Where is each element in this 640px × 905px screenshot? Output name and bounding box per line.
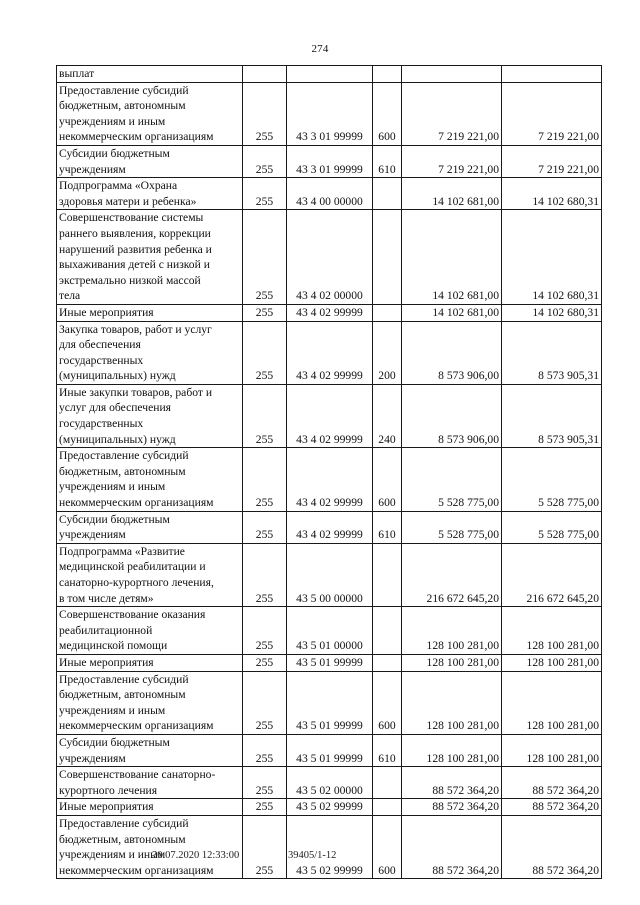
row-name-line: раннего выявления, коррекции [59,226,211,240]
target-article-cell: 43 3 01 99999 [287,145,373,177]
section-code-cell: 255 [243,767,287,799]
row-name-cell [57,448,243,511]
section-code-cell: 255 [243,210,287,305]
table-row [57,145,602,177]
planned-amount-cell: 7 219 221,00 [402,145,502,177]
row-name-cell [57,815,243,878]
row-name-line: учреждениям и иным [59,848,166,862]
table-row [57,767,602,799]
expense-type-cell [373,210,402,305]
target-article-cell: 43 5 02 99999 [287,799,373,816]
row-name-line: услуг для обеспечения [59,401,171,415]
row-name-line: Предоставление субсидий [59,672,189,686]
section-code-cell: 255 [243,815,287,878]
executed-amount-cell: 8 573 905,31 [502,384,602,447]
executed-amount-cell: 8 573 905,31 [502,321,602,384]
row-name-line: учреждениям и иным [59,703,166,717]
executed-amount-cell: 14 102 680,31 [502,210,602,305]
row-name-line: некоммерческим организациям [59,719,214,733]
planned-amount-cell: 7 219 221,00 [402,82,502,145]
planned-amount-cell: 128 100 281,00 [402,654,502,671]
target-article-cell: 43 4 02 99999 [287,321,373,384]
row-name-cell [57,210,243,305]
row-name-line: экстремально низкой массой [59,273,201,287]
row-name-cell [57,145,243,177]
planned-amount-cell: 216 672 645,20 [402,543,502,606]
budget-table [56,65,602,879]
row-name-line: учреждениям и иным [59,480,166,494]
section-code-cell [243,66,287,83]
executed-amount-cell: 5 528 775,00 [502,511,602,543]
table-row [57,82,602,145]
executed-amount-cell [502,66,602,83]
planned-amount-cell: 88 572 364,20 [402,815,502,878]
row-name-cell [57,304,243,321]
target-article-cell: 43 5 02 99999 [287,815,373,878]
target-article-cell: 43 5 00 00000 [287,543,373,606]
planned-amount-cell: 128 100 281,00 [402,607,502,655]
row-name-line: выплат [59,67,95,80]
row-name-line: для обеспечения [59,338,141,352]
executed-amount-cell: 14 102 680,31 [502,304,602,321]
planned-amount-cell: 128 100 281,00 [402,671,502,734]
row-name-line: в том числе детям» [59,591,154,605]
row-name-line: курортного лечения [59,783,158,797]
row-name-cell [57,384,243,447]
row-name-line: медицинской помощи [59,639,168,653]
planned-amount-cell: 88 572 364,20 [402,767,502,799]
target-article-cell: 43 5 01 99999 [287,671,373,734]
expense-type-cell [373,607,402,655]
row-name-line: Предоставление субсидий [59,449,189,463]
footer-document-id: 39405/1-12 [288,850,337,861]
row-name-line: учреждениям [59,528,126,542]
row-name-cell [57,511,243,543]
planned-amount-cell: 88 572 364,20 [402,799,502,816]
target-article-cell: 43 5 01 99999 [287,734,373,766]
expense-type-cell: 240 [373,384,402,447]
section-code-cell: 255 [243,178,287,210]
table-row [57,66,602,83]
planned-amount-cell: 14 102 681,00 [402,178,502,210]
row-name-line: Совершенствование системы [59,211,204,225]
row-name-line: Совершенствование санаторно- [59,768,216,782]
expense-type-cell [373,304,402,321]
row-name-line: Иные мероприятия [59,305,154,319]
table-row [57,654,602,671]
expense-type-cell: 610 [373,511,402,543]
expense-type-cell [373,799,402,816]
target-article-cell: 43 5 02 00000 [287,767,373,799]
row-name-cell [57,543,243,606]
row-name-line: реабилитационной [59,623,153,637]
row-name-cell [57,66,243,83]
row-name-line: некоммерческим организациям [59,496,214,510]
planned-amount-cell: 128 100 281,00 [402,734,502,766]
row-name-line: бюджетным, автономным [59,832,186,846]
target-article-cell: 43 5 01 00000 [287,607,373,655]
executed-amount-cell: 216 672 645,20 [502,543,602,606]
row-name-line: Иные мероприятия [59,800,154,814]
row-name-line: Иные мероприятия [59,655,154,669]
expense-type-cell: 600 [373,82,402,145]
row-name-line: тела [59,289,81,303]
row-name-line: бюджетным, автономным [59,688,186,702]
row-name-line: Совершенствование оказания [59,608,206,622]
executed-amount-cell: 7 219 221,00 [502,145,602,177]
row-name-line: медицинской реабилитации и [59,560,206,574]
section-code-cell: 255 [243,671,287,734]
section-code-cell: 255 [243,448,287,511]
row-name-cell [57,734,243,766]
executed-amount-cell: 14 102 680,31 [502,178,602,210]
planned-amount-cell: 14 102 681,00 [402,210,502,305]
table-row [57,734,602,766]
row-name-line: Закупка товаров, работ и услуг [59,322,212,336]
expense-type-cell: 600 [373,671,402,734]
executed-amount-cell: 128 100 281,00 [502,654,602,671]
table-row [57,210,602,305]
section-code-cell: 255 [243,145,287,177]
row-name-cell [57,607,243,655]
expense-type-cell [373,178,402,210]
row-name-line: здоровья матери и ребенка» [59,194,197,208]
row-name-line: Субсидии бюджетным [59,146,170,160]
expense-type-cell [373,66,402,83]
target-article-cell: 43 4 02 99999 [287,448,373,511]
target-article-cell: 43 4 02 00000 [287,210,373,305]
target-article-cell: 43 4 02 99999 [287,511,373,543]
row-name-line: государственных [59,353,144,367]
row-name-line: бюджетным, автономным [59,464,186,478]
row-name-line: нарушений развития ребенка и [59,242,212,256]
executed-amount-cell: 88 572 364,20 [502,767,602,799]
planned-amount-cell: 5 528 775,00 [402,511,502,543]
row-name-line: некоммерческим организациям [59,130,214,144]
row-name-line: Субсидии бюджетным [59,735,170,749]
target-article-cell: 43 4 02 99999 [287,384,373,447]
row-name-cell [57,799,243,816]
section-code-cell: 255 [243,511,287,543]
footer-timestamp: 30.07.2020 12:33:00 [152,850,240,861]
executed-amount-cell: 128 100 281,00 [502,671,602,734]
section-code-cell: 255 [243,607,287,655]
target-article-cell: 43 3 01 99999 [287,82,373,145]
target-article-cell: 43 4 02 99999 [287,304,373,321]
budget-table-body [57,66,602,879]
page-number: 274 [311,43,329,55]
planned-amount-cell [402,66,502,83]
table-row [57,815,602,878]
row-name-cell [57,178,243,210]
target-article-cell: 43 4 00 00000 [287,178,373,210]
expense-type-cell: 600 [373,448,402,511]
expense-type-cell: 610 [373,145,402,177]
executed-amount-cell: 88 572 364,20 [502,799,602,816]
expense-type-cell [373,543,402,606]
row-name-line: учреждениям и иным [59,114,166,128]
expense-type-cell: 200 [373,321,402,384]
row-name-line: Подпрограмма «Развитие [59,544,185,558]
row-name-line: учреждениям [59,162,126,176]
table-row [57,178,602,210]
target-article-cell [287,66,373,83]
expense-type-cell: 610 [373,734,402,766]
planned-amount-cell: 14 102 681,00 [402,304,502,321]
table-row [57,304,602,321]
executed-amount-cell: 7 219 221,00 [502,82,602,145]
expense-type-cell: 600 [373,815,402,878]
table-row [57,799,602,816]
row-name-line: санаторно-курортного лечения, [59,576,214,589]
executed-amount-cell: 5 528 775,00 [502,448,602,511]
row-name-line: бюджетным, автономным [59,99,186,113]
row-name-cell [57,767,243,799]
row-name-line: учреждениям [59,751,126,765]
row-name-line: Подпрограмма «Охрана [59,179,178,193]
row-name-cell [57,671,243,734]
table-row [57,384,602,447]
section-code-cell: 255 [243,654,287,671]
row-name-line: государственных [59,417,144,431]
target-article-cell: 43 5 01 99999 [287,654,373,671]
row-name-line: (муниципальных) нужд [59,432,176,446]
table-row [57,511,602,543]
executed-amount-cell: 88 572 364,20 [502,815,602,878]
planned-amount-cell: 8 573 906,00 [402,321,502,384]
table-row [57,607,602,655]
row-name-cell [57,654,243,671]
row-name-cell [57,82,243,145]
expense-type-cell [373,654,402,671]
row-name-line: Предоставление субсидий [59,816,189,830]
section-code-cell: 255 [243,304,287,321]
section-code-cell: 255 [243,82,287,145]
table-row [57,448,602,511]
planned-amount-cell: 8 573 906,00 [402,384,502,447]
row-name-line: выхаживания детей с низкой и [59,258,210,272]
executed-amount-cell: 128 100 281,00 [502,734,602,766]
row-name-line: (муниципальных) нужд [59,369,176,383]
section-code-cell: 255 [243,321,287,384]
row-name-line: Субсидии бюджетным [59,512,170,526]
table-row [57,321,602,384]
section-code-cell: 255 [243,799,287,816]
row-name-line: Иные закупки товаров, работ и [59,385,213,399]
table-row [57,671,602,734]
table-row [57,543,602,606]
row-name-cell [57,321,243,384]
section-code-cell: 255 [243,384,287,447]
row-name-line: Предоставление субсидий [59,83,189,97]
section-code-cell: 255 [243,543,287,606]
row-name-line: некоммерческим организациям [59,863,214,877]
executed-amount-cell: 128 100 281,00 [502,607,602,655]
planned-amount-cell: 5 528 775,00 [402,448,502,511]
expense-type-cell [373,767,402,799]
section-code-cell: 255 [243,734,287,766]
